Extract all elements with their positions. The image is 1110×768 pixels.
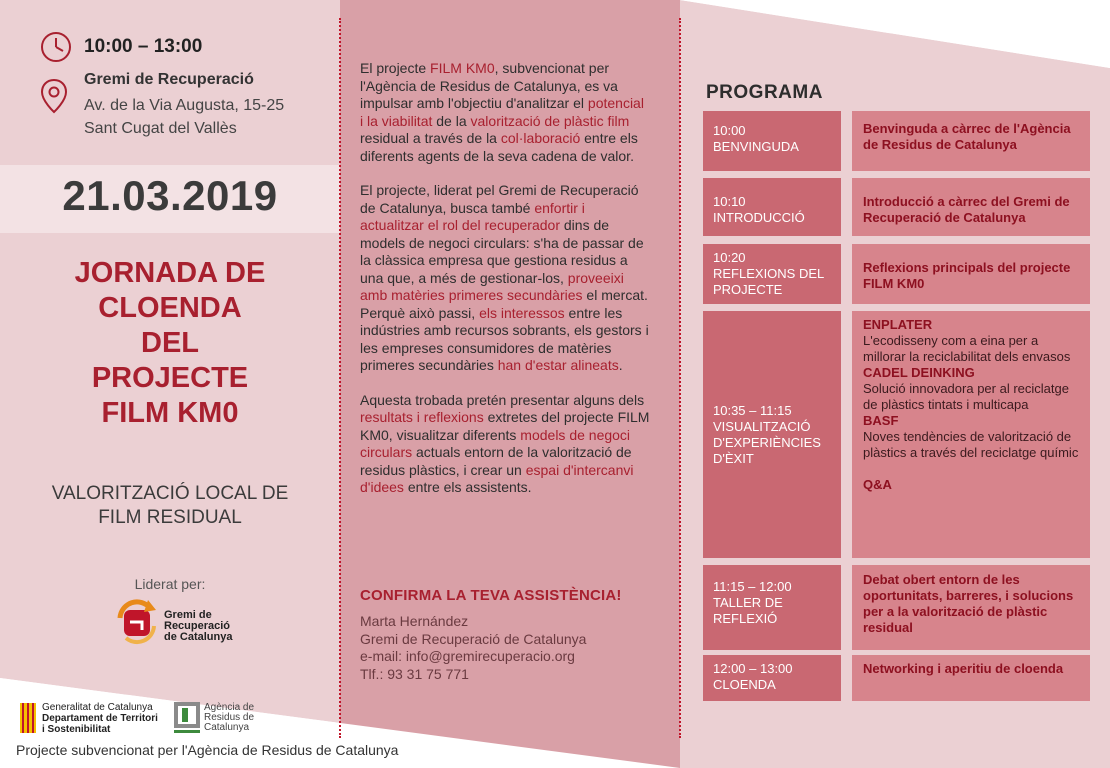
body-text: el mercat. Perquè això passi,	[360, 287, 648, 321]
slot-label: CLOENDA	[713, 677, 776, 692]
rsvp-contact	[360, 613, 586, 683]
title-line: PROJECTE	[91, 362, 249, 394]
description-paragraph	[360, 182, 650, 375]
title-line: DEL	[141, 327, 199, 359]
slot-desc: Reflexions principals del projecte FILM KM0	[863, 260, 1071, 291]
event-title	[30, 256, 310, 431]
program-title: PROGRAMA	[706, 82, 823, 103]
dotted-divider-left	[339, 18, 341, 738]
slot-label: INTRODUCCIÓ	[713, 210, 805, 225]
body-text: extretes del projecte FILM KM0, visualitzar diferents	[360, 409, 650, 443]
experience-name: ENPLATER	[863, 317, 933, 332]
qa-label: Q&A	[863, 477, 892, 492]
body-text: dins de models de negoci circulars: s'ha de passar de la clàssica empresa que gestiona residus a una que, a més de gestionar-los,	[360, 217, 644, 286]
gremi-logo-text	[164, 610, 232, 643]
body-text: , subvencionat per l'Agència de Residus de Catalunya, es va impulsar amb l'objectiu d'analitzar el	[360, 60, 618, 111]
slot-desc: Benvinguda a càrrec de l'Agència de Residus de Catalunya	[863, 121, 1071, 152]
program-slot-time	[703, 178, 841, 236]
highlighted-text: proveeixi amb matèries primeres secundàries	[360, 269, 624, 303]
highlighted-text: FILM KM0	[430, 60, 495, 76]
slot-label: VISUALITZACIÓ D'EXPERIÈNCIES D'ÈXIT	[713, 419, 821, 466]
program-slot-desc	[852, 311, 1090, 558]
body-text: residual a través de la	[360, 130, 501, 146]
body-text: entre els diferents agents de la seva cadena de valor.	[360, 130, 638, 164]
slot-time: 12:00 – 13:00	[713, 661, 793, 676]
arc-logo	[174, 702, 284, 738]
venue-address-line2: Sant Cugat del Vallès	[84, 120, 237, 137]
program-slot-desc	[852, 111, 1090, 171]
experience-name: BASF	[863, 413, 899, 428]
contact-name: Marta Hernández	[360, 613, 469, 629]
slot-time: 10:20	[713, 250, 746, 265]
arc-text	[204, 703, 254, 733]
title-line: JORNADA DE	[74, 257, 266, 289]
body-text: El projecte, liderat pel Gremi de Recuperació de Catalunya, busca també	[360, 182, 639, 216]
program-slot-desc	[852, 565, 1090, 650]
event-time: 10:00 – 13:00	[84, 36, 203, 57]
program-slot-time	[703, 244, 841, 304]
highlighted-text: resultats i reflexions	[360, 409, 484, 425]
title-line: CLOENDA	[98, 292, 242, 324]
experience-text: L'ecodisseny com a eina per a millorar la reciclabilitat dels envasos	[863, 333, 1071, 364]
body-text: .	[618, 357, 623, 373]
arc-emblem-icon	[174, 702, 200, 734]
slot-label: TALLER DE REFLEXIÓ	[713, 595, 783, 626]
slot-time: 10:35 – 11:15	[713, 403, 792, 418]
program-slot-desc	[852, 244, 1090, 304]
program-slot-time	[703, 565, 841, 650]
slot-label: BENVINGUDA	[713, 139, 799, 154]
slot-time: 11:15 – 12:00	[713, 579, 792, 594]
event-date: 21.03.2019	[62, 172, 278, 219]
body-text: actuals entorn de la valorització de residus plàstics, i crear un	[360, 444, 632, 478]
highlighted-text: potencial i la viabilitat	[360, 95, 644, 129]
highlighted-text: models de negoci circulars	[360, 426, 631, 460]
location-pin-icon	[40, 78, 68, 114]
slot-desc: Debat obert entorn de les oportunitats, barreres, i solucions per a la valorització de plàstic residual	[863, 572, 1074, 635]
arc-line: Residus de	[204, 712, 255, 723]
highlighted-text: han d'estar alineats	[497, 357, 619, 373]
slot-desc: Networking i aperitiu de cloenda	[863, 661, 1064, 676]
project-description	[360, 60, 650, 514]
description-paragraph	[360, 60, 650, 165]
highlighted-text: col·laboració	[500, 130, 581, 146]
experience-text: Solució innovadora per al reciclatge de plàstics tintats i multicapa	[863, 381, 1069, 412]
slot-time: 10:10	[713, 194, 746, 209]
rsvp-heading: CONFIRMA LA TEVA ASSISTÈNCIA!	[360, 587, 622, 604]
recycle-arrows-icon	[112, 596, 162, 646]
body-text: de la	[432, 112, 471, 129]
contact-email[interactable]: e-mail: info@gremirecuperacio.org	[360, 648, 575, 664]
gencat-logo	[20, 702, 180, 738]
body-text: El projecte	[360, 60, 431, 76]
body-text: entre els assistents.	[403, 479, 532, 495]
contact-phone[interactable]: Tlf.: 93 31 75 771	[360, 665, 469, 682]
dotted-divider-right	[679, 18, 681, 738]
program-slot-time	[703, 655, 841, 701]
title-line: FILM KM0	[101, 397, 239, 429]
program-slot-time	[703, 111, 841, 171]
clock-icon	[39, 30, 73, 64]
arc-line: Catalunya	[204, 722, 250, 733]
body-text: Aquesta trobada pretén presentar alguns dels	[360, 391, 645, 408]
gremi-logo-line: de Catalunya	[164, 631, 233, 643]
highlighted-text: valorització de plàstic film	[470, 112, 630, 129]
highlighted-text: espai d'intercanvi d'idees	[360, 461, 634, 495]
subtitle-line: FILM RESIDUAL	[98, 507, 242, 528]
slot-time: 10:00	[713, 123, 746, 138]
experience-name: CADEL DEINKING	[863, 365, 975, 380]
gremi-logo-line: Gremi de	[164, 609, 212, 621]
footer-note: Projecte subvencionat per l'Agència de Residus de Catalunya	[16, 742, 399, 758]
event-subtitle	[20, 482, 320, 530]
arc-line: Agència de	[204, 702, 255, 713]
slot-desc: Introducció a càrrec del Gremi de Recuperació de Catalunya	[863, 194, 1070, 225]
gencat-text	[42, 702, 158, 735]
catalan-flag-icon	[20, 703, 36, 733]
experience-text: Noves tendències de valorització de plàstics a través del reciclatge químic	[863, 429, 1079, 460]
program-slot-desc	[852, 655, 1090, 701]
slot-label: REFLEXIONS DEL PROJECTE	[713, 266, 824, 297]
venue-address-line1: Av. de la Via Augusta, 15-25	[84, 97, 285, 114]
gencat-line: Generalitat de Catalunya	[42, 702, 153, 713]
highlighted-text: enfortir i actualitzar el rol del recuperador	[360, 199, 585, 233]
contact-org: Gremi de Recuperació de Catalunya	[360, 630, 587, 647]
venue-name: Gremi de Recuperació	[84, 71, 254, 88]
program-slot-desc	[852, 178, 1090, 236]
description-paragraph	[360, 392, 650, 497]
highlighted-text: els interessos	[479, 304, 565, 321]
body-text: entre les indústries amb recursos sobrants, els gestors i les empreses consumidores de matèries primeres secundàries	[360, 304, 649, 373]
gremi-logo-line: Recuperació	[164, 620, 231, 632]
gencat-line: i Sostenibilitat	[42, 724, 111, 735]
program-slot-time	[703, 311, 841, 558]
led-by-label: Liderat per:	[134, 576, 206, 592]
subtitle-line: VALORITZACIÓ LOCAL DE	[51, 483, 289, 504]
gremi-logo	[112, 596, 242, 646]
gencat-line: Departament de Territori	[42, 713, 158, 724]
